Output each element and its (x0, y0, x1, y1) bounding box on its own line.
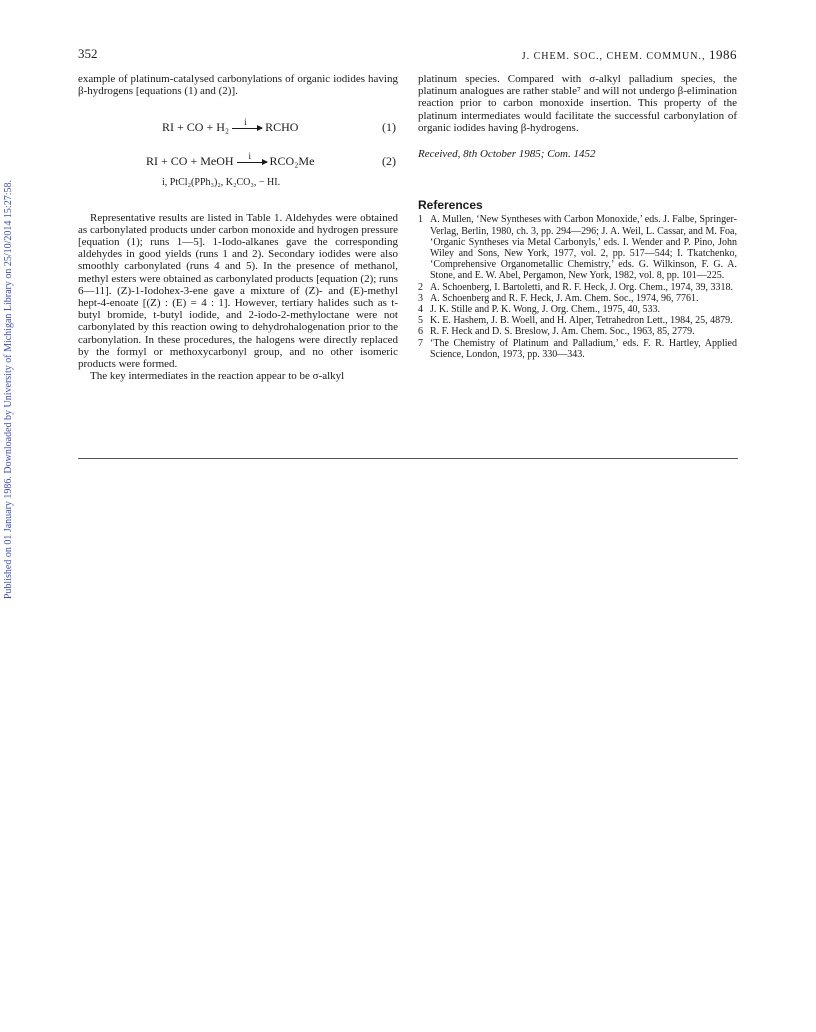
equation-1 (78, 113, 398, 139)
page-number: 352 (78, 46, 98, 61)
body-paragraph: platinum species. Compared with σ-alkyl palladium species, the platinum analogues are rather stable⁷ and will not undergo β-elimination reaction prior to carbon monoxide insertion. This property of the platinum intermediates would facilitate the successful carbonylation of organic iodides having β-hydrogens. (418, 73, 737, 134)
right-column (418, 73, 737, 360)
reaction-arrow-icon (237, 151, 267, 163)
arrow-label: i (244, 117, 247, 128)
equation-2-lhs: RI + CO + MeOH (146, 154, 234, 169)
journal-year: 1986 (709, 47, 737, 62)
left-column (78, 73, 398, 382)
equation-2-number: (2) (382, 154, 396, 169)
reaction-conditions: i, PtCl₂(PPh₃)₂, K₂CO₃, − HI. (162, 177, 281, 189)
journal-header (522, 47, 737, 63)
equation-2-rhs: RCO₂Me (269, 154, 315, 169)
references-list (418, 214, 737, 360)
reference-item: 6 R. F. Heck and D. S. Breslow, J. Am. Chem. Soc., 1963, 85, 2779. (418, 326, 695, 338)
equation-2 (78, 147, 398, 173)
received-date: Received, 8th October 1985; Com. 1452 (418, 148, 596, 161)
journal-name: J. CHEM. SOC., CHEM. COMMUN., (521, 51, 706, 62)
page-divider (78, 458, 738, 459)
references-heading: References (418, 198, 483, 213)
download-notice (0, 180, 22, 640)
reference-item: 2 A. Schoenberg, I. Bartoletti, and R. F. Heck, J. Org. Chem., 1974, 39, 3318. (418, 281, 733, 293)
equations (78, 113, 398, 189)
equation-1-rhs: RCHO (265, 120, 299, 135)
body-paragraph: The key intermediates in the reaction appear to be σ-alkyl (90, 370, 345, 383)
body-paragraph: Representative results are listed in Table 1. Aldehydes were obtained as carbonylated products under carbon monoxide and hydrogen pressure [equation (1); runs 1—5]. 1-Iodo-alkanes gave the corresponding aldehydes in good yields (runs 1 and 2). Secondary iodides were also smoothly carbonylated (runs 4 and 5). In the presence of methanol, methyl esters were obtained as carbonylated products [equation (2); runs 6—11]. (Z)-1-Iodohex-3-ene gave a mixture of (Z)- and (E)-methyl hept-4-enoate [(Z) : (E) = 4 : 1]. However, tertiary halides such as t-butyl bromide, t-butyl iodide, and 2-iodo-2-methyloctane were not carbonylated by this reaction owing to dehydrohalogenation prior to the carbonylation. In these procedures, the halogens were directly replaced by the formyl or methoxycarbonyl group, and no other isomeric products were formed. (78, 211, 398, 371)
equation-1-number: (1) (382, 120, 396, 135)
reference-item: 7 ‘The Chemistry of Platinum and Palladium,’ eds. F. R. Hartley, Applied Science, London, 1973, pp. 330—343. (418, 337, 737, 360)
intro-text: example of platinum-catalysed carbonylations of organic iodides having β-hydrogens [equations (1) and (2)]. (78, 73, 398, 98)
reference-item: 1 A. Mullen, ‘New Syntheses with Carbon Monoxide,’ eds. J. Falbe, Springer-Verlag, Berlin, 1980, ch. 3, pp. 294—296; J. A. Weil, L. Cassar, and M. Foa, ‘Organic Syntheses via Metal Carbonyls,’ eds. I. Wender and P. Pino, John Wiley and Sons, New York, 1977, vol. 2, pp. 517—544; I. Tkatchenko, ‘Comprehensive Organometallic Chemistry,’ eds. G. Wilkinson, F. G. A. Stone, and E. W. Abel, Pergamon, New York, 1982, vol. 8, pp. 101—225. (418, 214, 737, 282)
arrow-label: i (248, 151, 252, 162)
reference-item: 4 J. K. Stille and P. K. Wong, J. Org. Chem., 1975, 40, 533. (418, 304, 660, 316)
reference-item: 3 A. Schoenberg and R. F. Heck, J. Am. Chem. Soc., 1974, 96, 7761. (418, 292, 699, 304)
reference-item: 5 K. E. Hashem, J. B. Woell, and H. Alper, Tetrahedron Lett., 1984, 25, 4879. (418, 315, 733, 327)
equation-1-lhs: RI + CO + H₂ (162, 120, 230, 135)
reaction-arrow-icon (232, 117, 262, 129)
download-notice-text: Published on 01 January 1986. Downloaded by University of Michigan Library on 25/10/2014 15:27:58. (3, 180, 14, 600)
